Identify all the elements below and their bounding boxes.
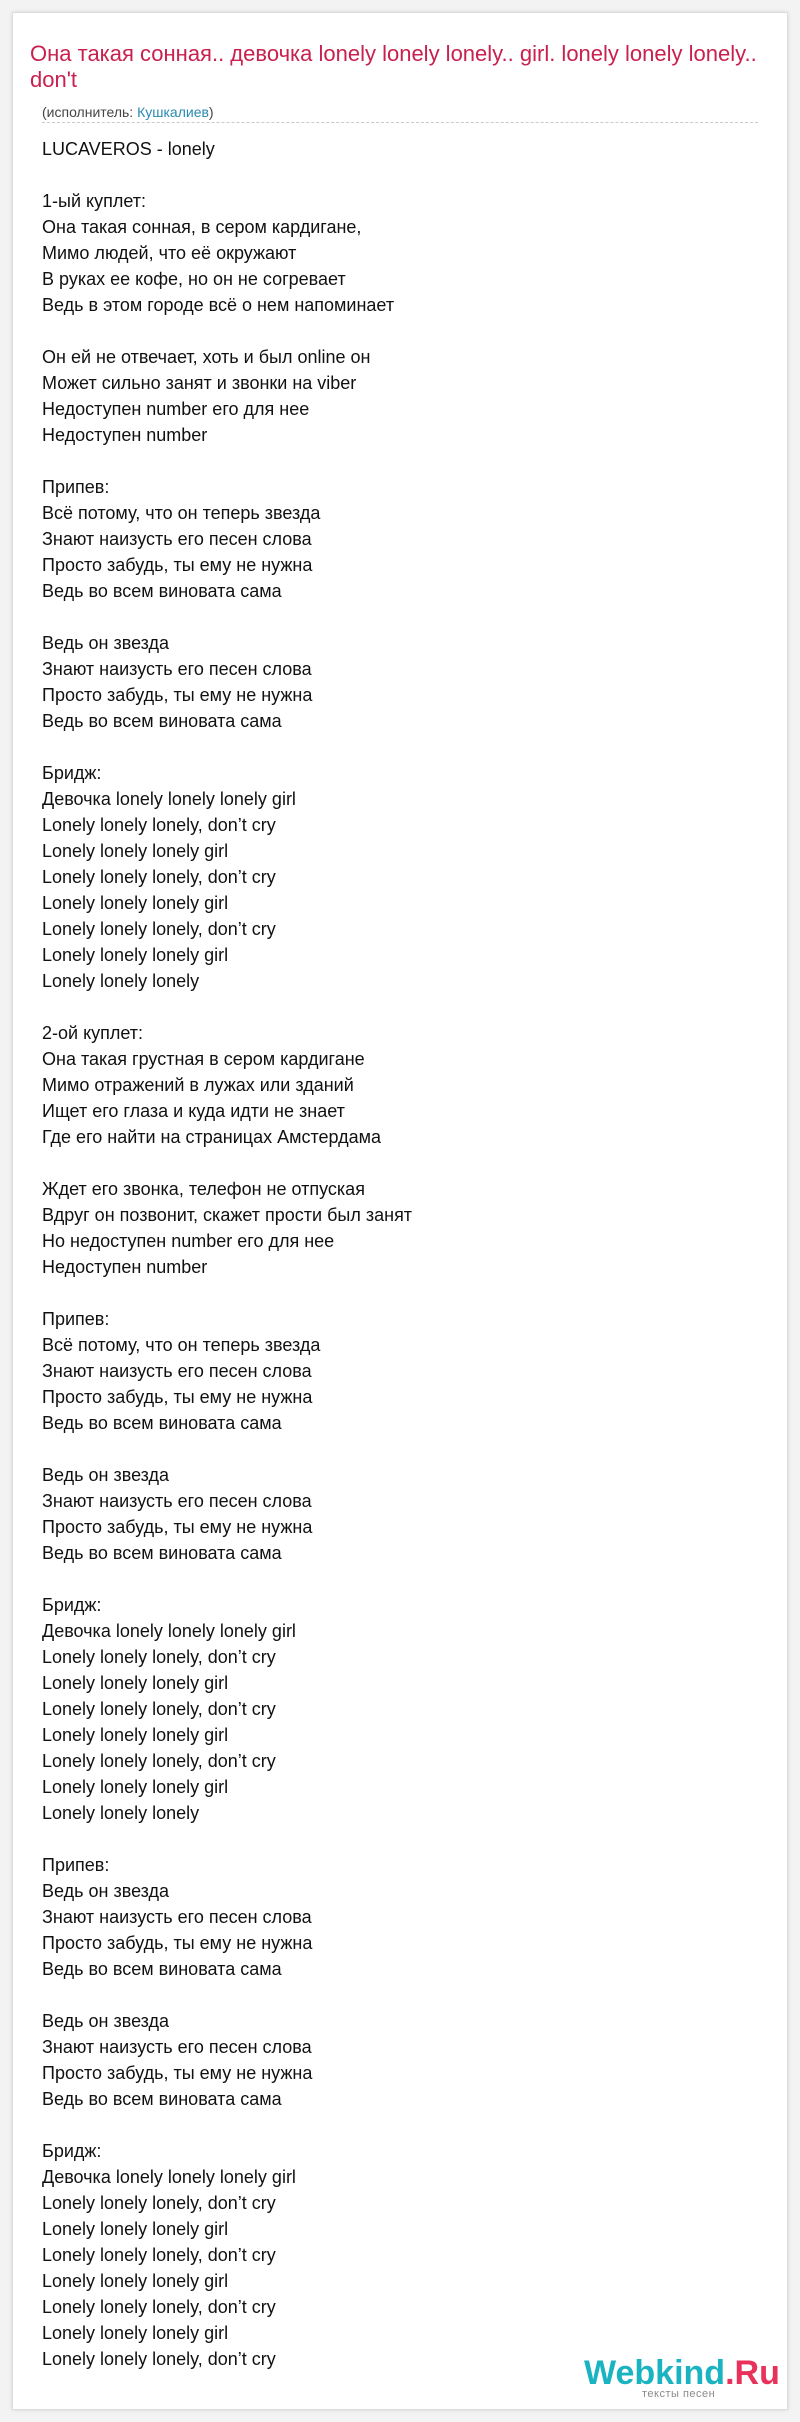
lyric-line: Lonely lonely lonely, don’t cry (42, 2349, 276, 2369)
lyric-spacer (42, 734, 762, 760)
logo-tagline: тексты песен (642, 2388, 716, 2400)
artist-line (42, 103, 214, 121)
lyric-line: Недоступен number его для нее (42, 399, 310, 419)
lyric-line: Lonely lonely lonely girl (42, 945, 229, 965)
artist-link[interactable]: Кушкалиев (137, 104, 209, 120)
page-title: Она такая сонная.. девочка lonely lonely lonely.. girl. lonely lonely lonely.. don't (30, 41, 757, 92)
lyric-line: Девочка lonely lonely lonely girl (42, 789, 296, 809)
lyric-line: Lonely lonely lonely girl (42, 1673, 229, 1693)
lyric-spacer (42, 318, 762, 344)
lyric-line: 2-ой куплет: (42, 1023, 144, 1043)
lyric-line: Всё потому, что он теперь звезда (42, 503, 321, 523)
lyric-spacer (42, 604, 762, 630)
lyric-line: Lonely lonely lonely, don’t cry (42, 1751, 276, 1771)
lyric-line: Она такая сонная, в сером кардигане, (42, 217, 362, 237)
lyric-line: Просто забудь, ты ему не нужна (42, 685, 313, 705)
artist-prefix: (исполнитель: (42, 104, 138, 120)
lyric-line: Ведь в этом городе всё о нем напоминает (42, 295, 395, 315)
lyric-line: Ведь во всем виновата сама (42, 711, 282, 731)
lyric-spacer (42, 1280, 762, 1306)
lyric-line: Девочка lonely lonely lonely girl (42, 2167, 296, 2187)
lyric-line: Припев: (42, 1855, 110, 1875)
lyric-line: Lonely lonely lonely girl (42, 2219, 229, 2239)
lyric-line: Бридж: (42, 763, 102, 783)
lyric-line: Недоступен number (42, 425, 208, 445)
lyric-line: Ведь он звезда (42, 633, 170, 653)
lyric-line: Lonely lonely lonely, don’t cry (42, 2245, 276, 2265)
lyric-line: Мимо отражений в лужах или зданий (42, 1075, 354, 1095)
lyric-line: Ведь он звезда (42, 1465, 170, 1485)
lyric-line: Знают наизусть его песен слова (42, 659, 312, 679)
lyric-line: Ищет его глаза и куда идти не знает (42, 1101, 345, 1121)
lyric-line: Просто забудь, ты ему не нужна (42, 555, 313, 575)
lyric-spacer (42, 1826, 762, 1852)
lyric-line: Бридж: (42, 1595, 102, 1615)
lyric-line: Недоступен number (42, 1257, 208, 1277)
lyric-line: Lonely lonely lonely (42, 1803, 200, 1823)
lyric-line: LUCAVEROS - lonely (42, 139, 215, 159)
lyric-line: Lonely lonely lonely, don’t cry (42, 867, 276, 887)
lyric-line: Просто забудь, ты ему не нужна (42, 2063, 313, 2083)
lyric-line: Знают наизусть его песен слова (42, 1907, 312, 1927)
lyric-line: Lonely lonely lonely girl (42, 2323, 229, 2343)
lyric-line: Девочка lonely lonely lonely girl (42, 1621, 296, 1641)
lyric-line: Просто забудь, ты ему не нужна (42, 1517, 313, 1537)
lyric-line: Lonely lonely lonely girl (42, 893, 229, 913)
logo-ru: .Ru (725, 2354, 780, 2392)
lyric-line: Ведь во всем виновата сама (42, 1959, 282, 1979)
lyric-line: Ведь во всем виновата сама (42, 1543, 282, 1563)
lyric-line: Ждет его звонка, телефон не отпуская (42, 1179, 365, 1199)
lyric-line: Где его найти на страницах Амстердама (42, 1127, 382, 1147)
lyric-line: Просто забудь, ты ему не нужна (42, 1387, 313, 1407)
lyric-line: Знают наизусть его песен слова (42, 2037, 312, 2057)
lyric-line: Знают наизусть его песен слова (42, 529, 312, 549)
lyric-line: Lonely lonely lonely girl (42, 1777, 229, 1797)
lyric-spacer (42, 1982, 762, 2008)
lyric-line: Ведь во всем виновата сама (42, 2089, 282, 2109)
logo-web: Web (584, 2354, 656, 2392)
lyric-line: Lonely lonely lonely, don’t cry (42, 919, 276, 939)
lyric-line: Припев: (42, 1309, 110, 1329)
lyric-line: Lonely lonely lonely, don’t cry (42, 2297, 276, 2317)
lyric-line: Ведь во всем виновата сама (42, 581, 282, 601)
lyric-spacer (42, 1436, 762, 1462)
lyric-line: 1-ый куплет: (42, 191, 146, 211)
lyric-spacer (42, 994, 762, 1020)
lyric-line: Припев: (42, 477, 110, 497)
lyrics-body (42, 136, 762, 2372)
lyric-line: Может сильно занят и звонки на viber (42, 373, 357, 393)
lyric-line: Мимо людей, что её окружают (42, 243, 297, 263)
lyric-line: Она такая грустная в сером кардигане (42, 1049, 365, 1069)
lyric-line: Знают наизусть его песен слова (42, 1361, 312, 1381)
lyric-line: В руках ее кофе, но он не согревает (42, 269, 346, 289)
lyric-line: Lonely lonely lonely, don’t cry (42, 815, 276, 835)
lyric-line: Lonely lonely lonely girl (42, 841, 229, 861)
lyric-line: Всё потому, что он теперь звезда (42, 1335, 321, 1355)
lyric-line: Lonely lonely lonely girl (42, 2271, 229, 2291)
lyric-line: Ведь он звезда (42, 2011, 170, 2031)
lyric-spacer (42, 1150, 762, 1176)
lyric-spacer (42, 162, 762, 188)
lyric-spacer (42, 1566, 762, 1592)
lyric-line: Знают наизусть его песен слова (42, 1491, 312, 1511)
lyric-line: Lonely lonely lonely girl (42, 1725, 229, 1745)
lyric-line: Вдруг он позвонит, скажет прости был занят (42, 1205, 413, 1225)
lyric-line: Lonely lonely lonely (42, 971, 200, 991)
title-divider (42, 122, 758, 123)
lyric-line: Но недоступен number его для нее (42, 1231, 335, 1251)
lyric-spacer (42, 448, 762, 474)
lyric-line: Ведь он звезда (42, 1881, 170, 1901)
lyric-line: Просто забудь, ты ему не нужна (42, 1933, 313, 1953)
lyric-line: Он ей не отвечает, хоть и был online он (42, 347, 371, 367)
logo-kind: kind (655, 2354, 726, 2392)
webkind-logo[interactable] (584, 2353, 780, 2393)
lyric-line: Бридж: (42, 2141, 102, 2161)
lyric-line: Lonely lonely lonely, don’t cry (42, 1699, 276, 1719)
lyric-line: Lonely lonely lonely, don’t cry (42, 1647, 276, 1667)
artist-suffix: ) (208, 104, 214, 120)
lyric-line: Lonely lonely lonely, don’t cry (42, 2193, 276, 2213)
lyric-spacer (42, 2112, 762, 2138)
lyric-line: Ведь во всем виновата сама (42, 1413, 282, 1433)
